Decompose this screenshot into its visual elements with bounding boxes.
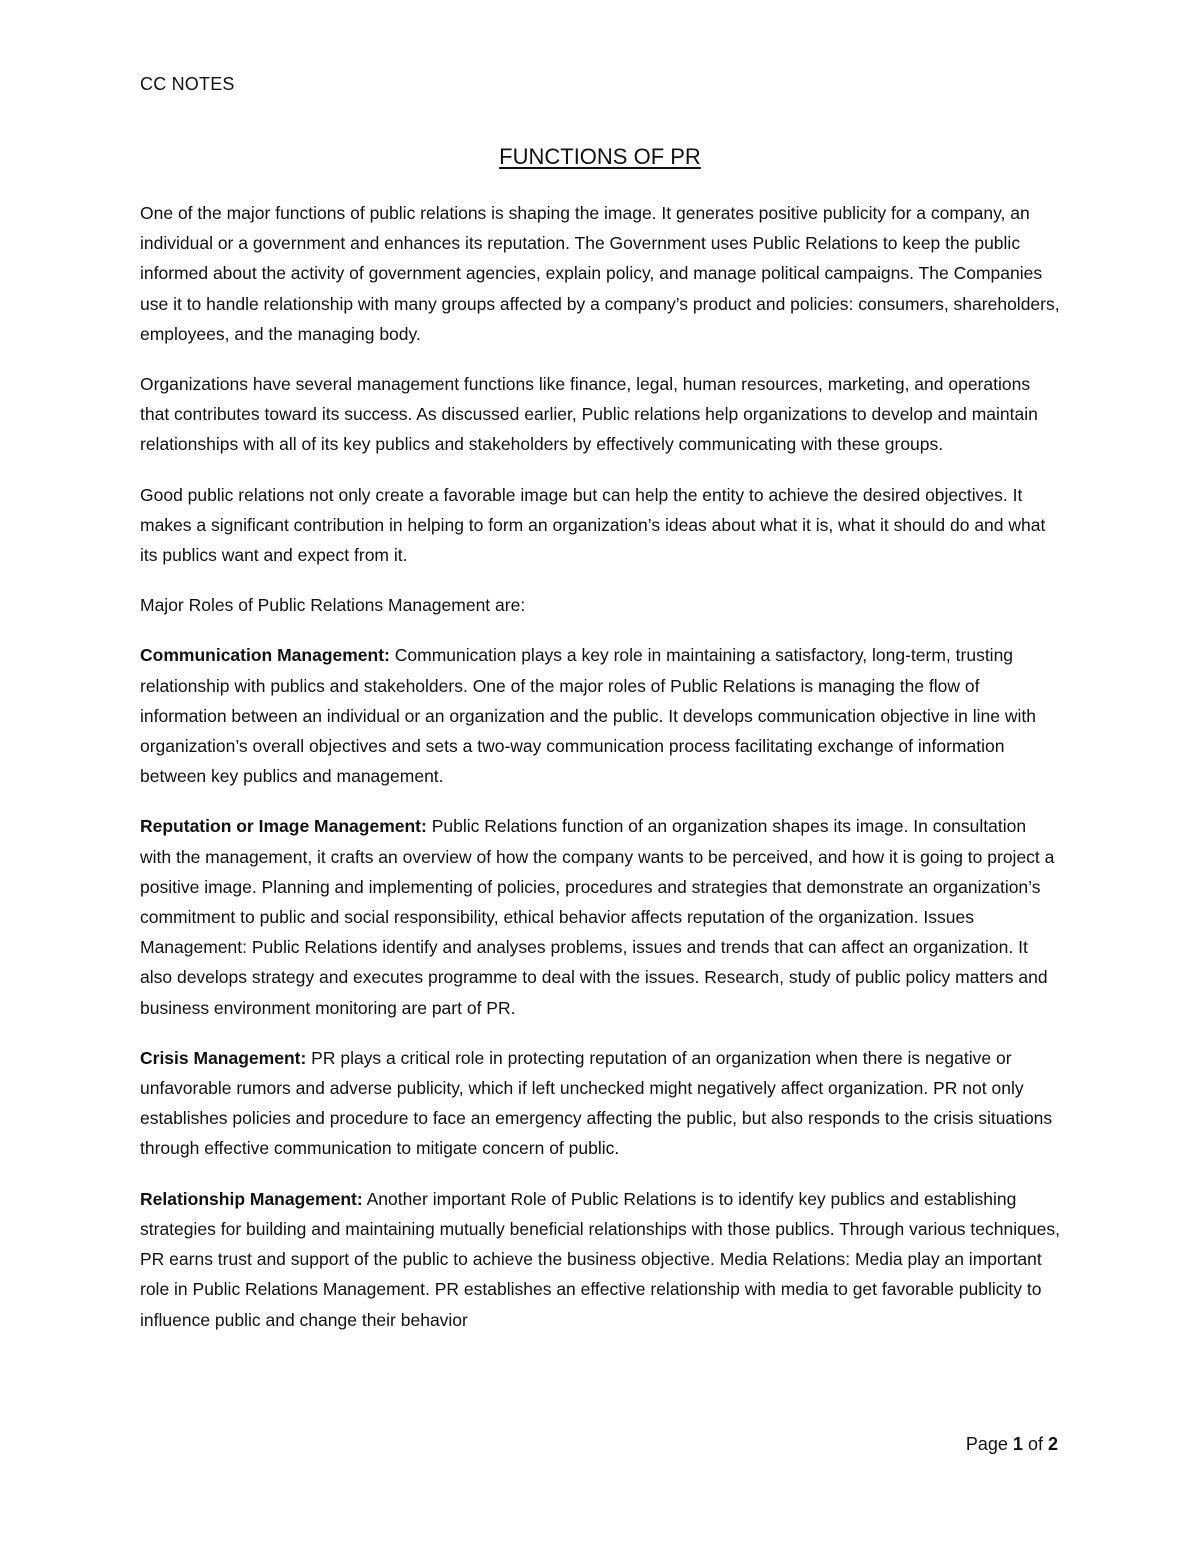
page-number: [966, 1434, 1058, 1455]
document-body: [140, 198, 1060, 1335]
role-text: PR plays a critical role in protecting reputation of an organization when there is negative or unfavorable rumors and adverse publicity, which if left unchecked might negatively affect organization. PR not only establishes policies and procedure to face an emergency affecting the public, but also responds to the crisis situations through effective communication to mitigate concern of public.: [140, 1047, 1053, 1159]
role-crisis-management: [140, 1043, 1060, 1164]
role-term: Relationship Management:: [140, 1188, 363, 1209]
role-term: Reputation or Image Management:: [140, 816, 427, 837]
role-term: Communication Management:: [140, 645, 390, 666]
page-header: CC NOTES: [140, 74, 235, 94]
role-term: Crisis Management:: [140, 1047, 307, 1068]
paragraph-good-pr: Good public relations not only create a favorable image but can help the entity to achieve the desired objectives. It makes a significant contribution in helping to form an organization’s ideas about what it is, what it should do and what its publics want and expect from it.: [140, 484, 1046, 566]
role-text: Public Relations function of an organization shapes its image. In consultation with the management, it crafts an overview of how the company wants to be perceived, and how it is going to project a positive image. Planning and implementing of policies, procedures and strategies that demonstrate an organization’s commitment to public and social responsibility, ethical behavior affects reputation of the organization. Issues Management: Public Relations identify and analyses problems, issues and trends that can affect an organization. It also develops strategy and executes programme to deal with the issues. Research, study of public policy matters and business environment monitoring are part of PR.: [140, 816, 1055, 1018]
document-title: FUNCTIONS OF PR: [499, 144, 701, 169]
total-pages: 2: [1047, 1434, 1058, 1454]
role-text: Communication plays a key role in maintaining a satisfactory, long-term, trusting relationship with publics and stakeholders. One of the major roles of Public Relations is managing the flow of information between an individual or an organization and the public. It develops communication objective in line with organization’s overall objectives and sets a two-way communication process facilitating exchange of information between key publics and management.: [140, 645, 1036, 787]
paragraph-intro: One of the major functions of public relations is shaping the image. It generates positive publicity for a company, an individual or a government and enhances its reputation. The Government uses Public Relations to keep the public informed about the activity of government agencies, explain policy, and manage political campaigns. The Companies use it to handle relationship with many groups affected by a company’s product and policies: consumers, shareholders, employees, and the managing body.: [140, 203, 1060, 344]
paragraph-roles-intro: Major Roles of Public Relations Management are:: [140, 595, 526, 616]
of-word: of: [1027, 1434, 1043, 1454]
paragraph-management-functions: Organizations have several management functions like finance, legal, human resources, marketing, and operations that contributes toward its success. As discussed earlier, Public relations help organizations to develop and maintain relationships with all of its key publics and stakeholders by effectively communicating with these groups.: [140, 374, 1038, 455]
current-page: 1: [1012, 1434, 1023, 1454]
role-relationship-management: [140, 1184, 1060, 1335]
role-text: Another important Role of Public Relations is to identify key publics and establishing strategies for building and maintaining mutually beneficial relationships with those publics. Through various techniques, PR earns trust and support of the public to achieve the business objective. Media Relations: Media play an important role in Public Relations Management. PR establishes an effective relationship with media to get favorable publicity to influence public and change their behavior: [140, 1188, 1060, 1330]
role-reputation-management: [140, 811, 1060, 1022]
page-word: Page: [965, 1434, 1008, 1454]
role-communication-management: [140, 640, 1060, 791]
